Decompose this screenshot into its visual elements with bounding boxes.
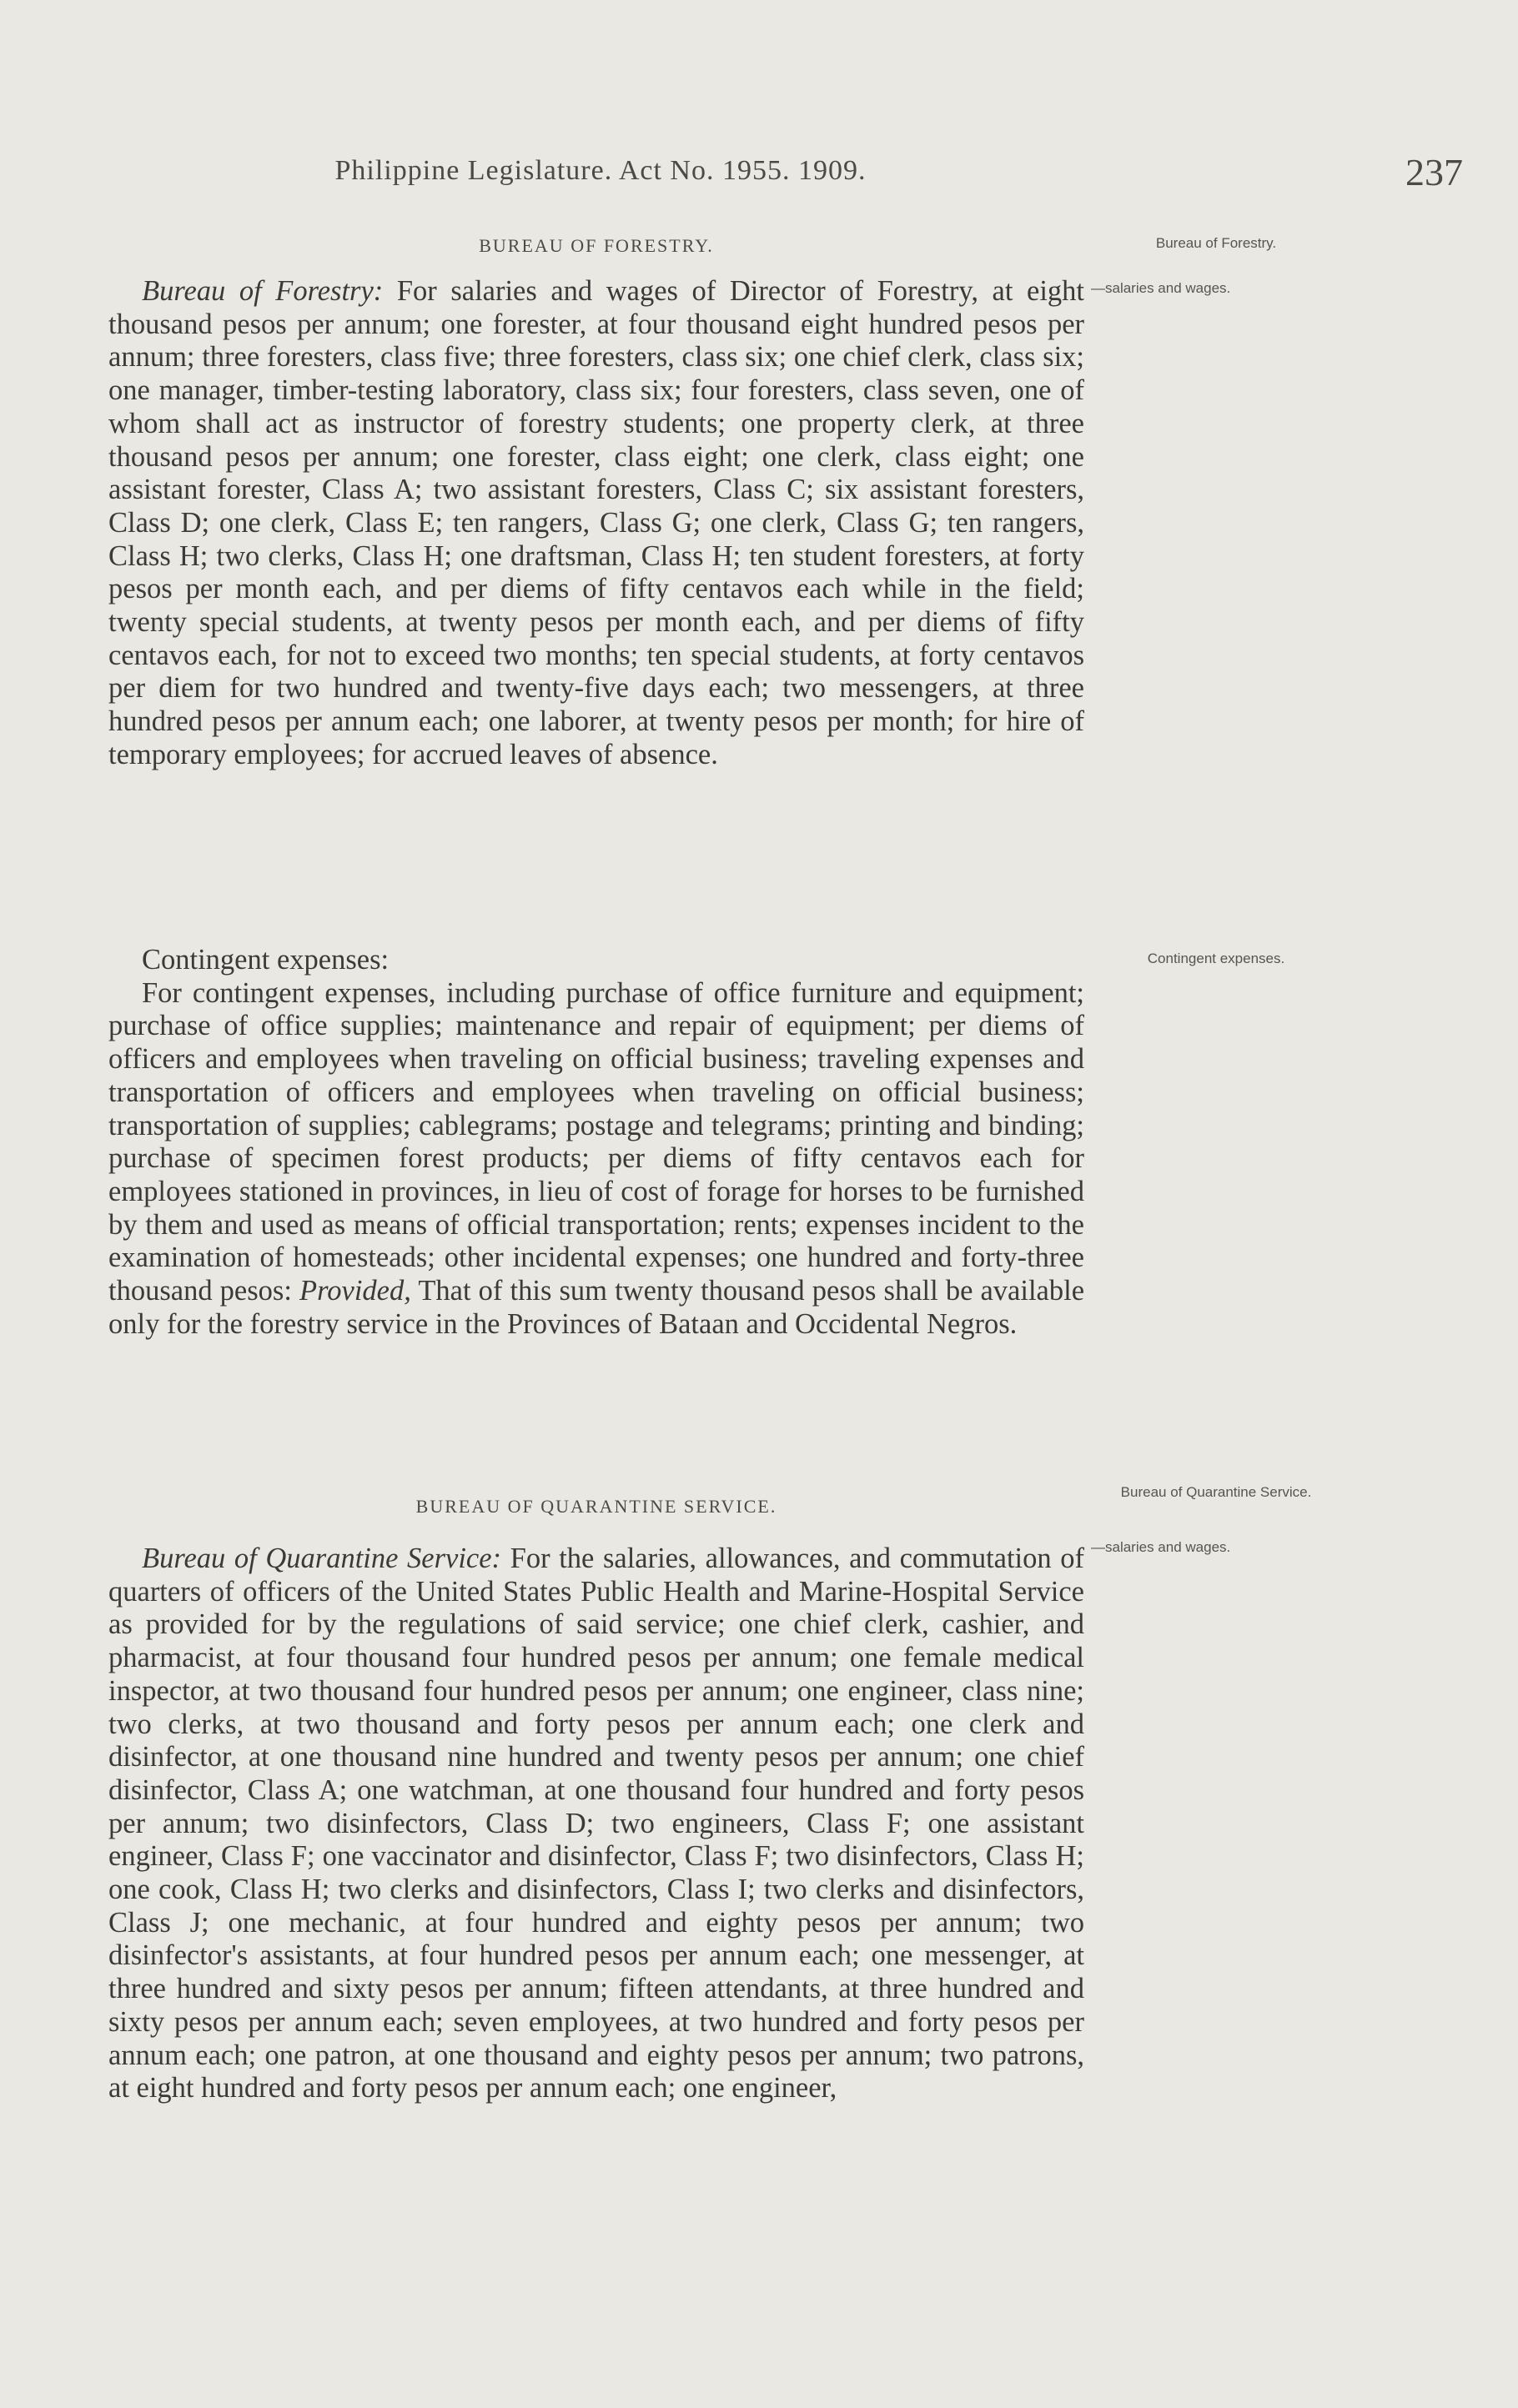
forestry-lead: Bureau of Forestry: bbox=[142, 275, 384, 307]
running-head: Philippine Legislature. Act No. 1955. 1909. bbox=[334, 155, 867, 186]
margin-note-forestry: Bureau of Forestry. bbox=[1155, 235, 1277, 251]
margin-note-forestry-salaries: —salaries and wages. bbox=[1091, 280, 1231, 296]
forestry-heading: BUREAU OF FORESTRY. bbox=[479, 235, 714, 256]
forestry-salaries-paragraph bbox=[108, 275, 1084, 772]
contingent-block bbox=[108, 944, 1084, 1341]
contingent-text-2: That of this sum twenty thousand pesos shall be available only for the forestry service in the Provinces of Bataan and Occidental Negros. bbox=[108, 1275, 1085, 1340]
margin-note-quarantine: Bureau of Quarantine Service. bbox=[1120, 1484, 1312, 1500]
quarantine-lead: Bureau of Quarantine Service: bbox=[142, 1543, 502, 1574]
quarantine-paragraph bbox=[108, 1543, 1084, 2105]
forestry-salaries-text: For salaries and wages of Director of Forestry, at eight thousand pesos per annum; one forester, at four thousand eight hundred pesos per annum; three foresters, class five; three foresters, class six; one chief clerk, class six; one manager, timber-testing laboratory, class six; four foresters, class seven, one of whom shall act as instructor of forestry students; one property clerk, at three thousand pesos per annum; one forester, class eight; one clerk, class eight; one assistant forester, Class A; two assistant foresters, Class C; six assistant foresters, Class D; one clerk, Class E; ten rangers, Class G; one clerk, Class G; ten rangers, Class H; two clerks, Class H; one draftsman, Class H; ten student foresters, at forty pesos per month each, and per diems of fifty centavos each while in the field; twenty special students, at twenty pesos per month each, and per diems of fifty centavos each, for not to exceed two months; ten special students, at forty centavos per diem for two hundred and twenty-five days each; two messengers, at three hundred pesos per annum each; one laborer, at twenty pesos per month; for hire of temporary employees; for accrued leaves of absence. bbox=[108, 275, 1085, 770]
page-number: 237 bbox=[1405, 151, 1463, 193]
margin-note-quarantine-salaries: —salaries and wages. bbox=[1091, 1539, 1231, 1555]
contingent-label: Contingent expenses: bbox=[142, 944, 390, 976]
quarantine-text: For the salaries, allowances, and commutation of quarters of officers of the United States Public Health and Marine-Hospital Service as provided for by the regulations of said service; one chief clerk, cashier, and pharmacist, at four thousand four hundred pesos per annum; one female medical inspector, at two thousand four hundred pesos per annum; one engineer, class nine; two clerks, at two thousand and forty pesos per annum each; one clerk and disinfector, at one thousand nine hundred and twenty pesos per annum; one chief disinfector, Class A; one watchman, at one thousand four hundred and forty pesos per annum; two disinfectors, Class D; two engineers, Class F; one assistant engineer, Class F; one vaccinator and disinfector, Class F; two disinfectors, Class H; one cook, Class H; two clerks and disinfectors, Class I; two clerks and disinfectors, Class J; one mechanic, at four hundred and eighty pesos per annum; two disinfector's assistants, at four hundred pesos per annum each; one messenger, at three hundred and sixty pesos per annum; fifteen attendants, at three hundred and sixty pesos per annum each; seven employees, at two hundred and forty pesos per annum each; one patron, at one thousand and eighty pesos per annum; two patrons, at eight hundred and forty pesos per annum each; one engineer, bbox=[108, 1543, 1084, 2104]
contingent-text-1: For contingent expenses, including purchase of office furniture and equipment; purchase of office supplies; maintenance and repair of equipment; per diems of officers and employees when traveling on official business; traveling expenses and transportation of officers and employees when traveling on official business; transportation of supplies; cablegrams; postage and telegrams; printing and binding; purchase of specimen forest products; per diems of fifty centavos each for employees stationed in provinces, in lieu of cost of forage for horses to be furnished by them and used as means of official transportation; rents; expenses incident to the examination of homesteads; other incidental expenses; one hundred and forty-three thousand pesos: bbox=[108, 976, 1084, 1307]
margin-note-contingent: Contingent expenses. bbox=[1147, 951, 1285, 966]
quarantine-heading: BUREAU OF QUARANTINE SERVICE. bbox=[415, 1496, 777, 1517]
contingent-provided: Provided, bbox=[299, 1275, 411, 1307]
